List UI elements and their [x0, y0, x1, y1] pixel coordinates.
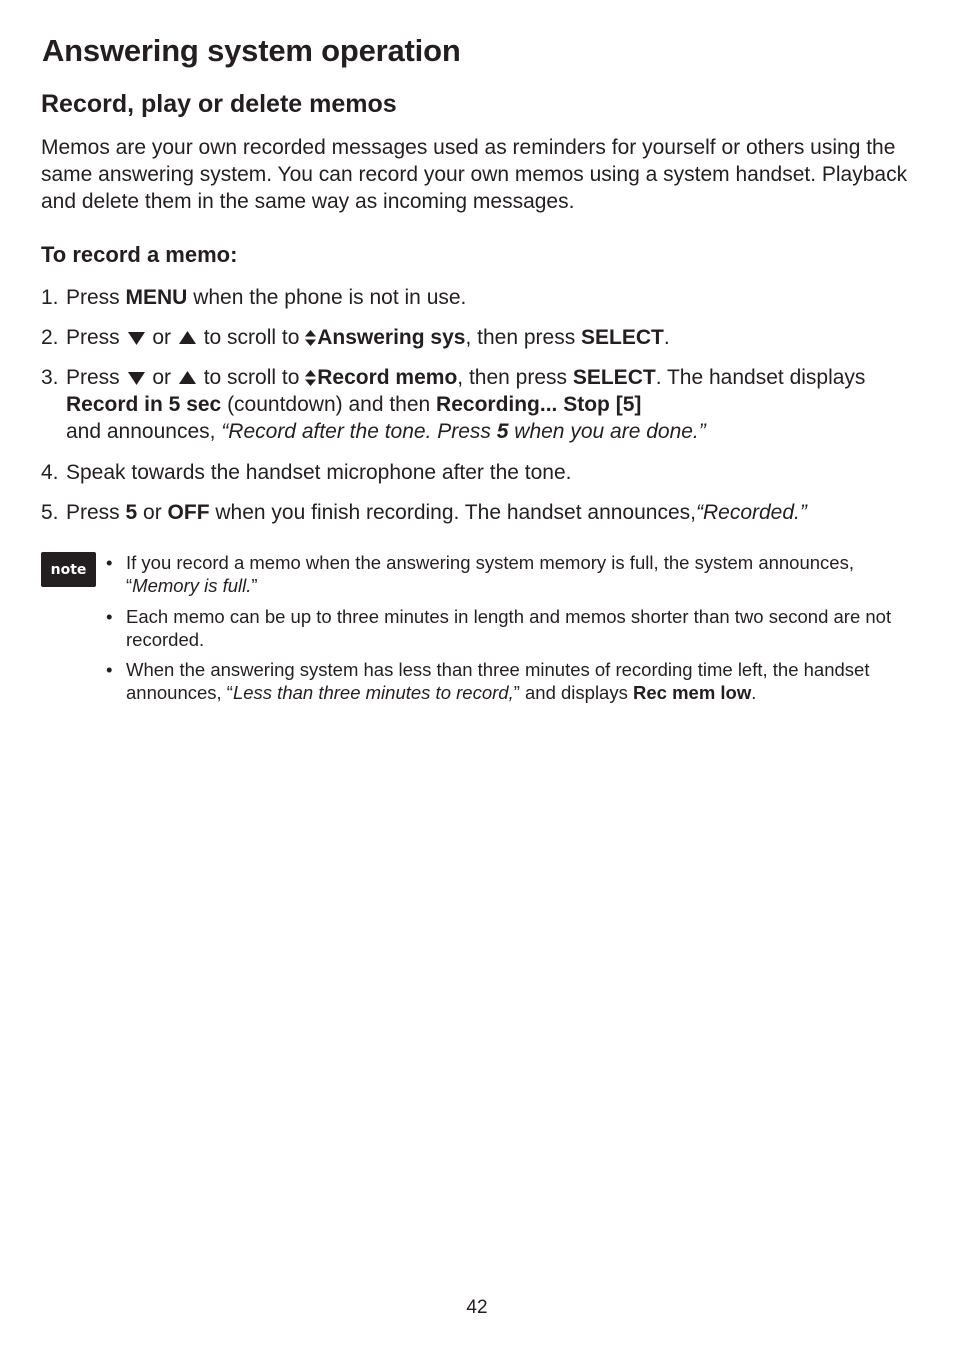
step-number: 1.: [41, 286, 59, 309]
page-title: Answering system operation: [42, 33, 461, 68]
note-item-2: • Each memo can be up to three minutes in length and memos shorter than two second are not recorded.: [106, 606, 892, 650]
step-text: Press or to scroll to Answering sys, then press SELECT.: [66, 326, 670, 349]
step-3: [41, 364, 921, 445]
page-number: 42: [466, 1297, 488, 1318]
step-number: 3.: [41, 366, 59, 389]
announcement-quote: “Record after the tone. Press 5 when you are done.”: [221, 420, 706, 443]
up-arrow-icon: [179, 331, 196, 345]
key-5: 5: [125, 501, 138, 524]
note-badge: note: [41, 552, 96, 587]
step-text: Press or to scroll to Record memo, then press SELECT. The handset displays Record in 5 sec (countdown) and then Recording... Stop [5] and announces, “Record after the tone. Press 5 when you are done.”: [66, 366, 866, 443]
intro-paragraph: Memos are your own recorded messages used as reminders for yourself or others using the same answering system. You can record your own memos using a system handset. Playback and delete them in the same way as incoming messages.: [41, 136, 908, 213]
key-off: OFF: [167, 501, 210, 524]
step-4: [41, 459, 921, 486]
bullet: •: [106, 659, 113, 680]
step-5: [41, 499, 921, 526]
down-arrow-icon: [128, 371, 145, 385]
down-arrow-icon: [128, 331, 145, 345]
key-menu: MENU: [125, 286, 188, 309]
key-select: SELECT: [581, 326, 664, 349]
display-rec-mem-low: Rec mem low: [633, 682, 752, 703]
step-2: [41, 324, 921, 351]
step-number: 5.: [41, 501, 59, 524]
bullet: •: [106, 552, 113, 573]
step-text: Press MENU when the phone is not in use.: [66, 286, 467, 309]
announcement-quote: “Recorded.”: [695, 501, 807, 524]
display-recording-stop: Recording... Stop [5]: [436, 393, 642, 416]
key-select: SELECT: [572, 366, 656, 389]
note-item-1: • If you record a memo when the answering system memory is full, the system announces, “Memory is full.”: [106, 552, 854, 596]
note-item-3: • When the answering system has less than three minutes of recording time left, the handset announces, “Less than three minutes to record,” and displays Rec mem low.: [106, 659, 870, 703]
up-arrow-icon: [179, 371, 196, 385]
step-1: [41, 284, 921, 311]
step-number: 4.: [41, 461, 59, 484]
bullet: •: [106, 606, 113, 627]
step-number: 2.: [41, 326, 59, 349]
menu-item-answering-sys: Answering sys: [317, 326, 466, 349]
display-record-in-5-sec: Record in 5 sec: [66, 393, 222, 416]
up-down-arrow-icon: [305, 330, 316, 346]
step-text: Press 5 or OFF when you finish recording. The handset announces,“Recorded.”: [66, 501, 807, 524]
up-down-arrow-icon: [305, 370, 316, 386]
menu-item-record-memo: Record memo: [317, 366, 458, 389]
step-text: Speak towards the handset microphone after the tone.: [66, 461, 572, 484]
section-title: Record, play or delete memos: [41, 90, 397, 118]
subheading-record-memo: To record a memo:: [41, 242, 238, 267]
